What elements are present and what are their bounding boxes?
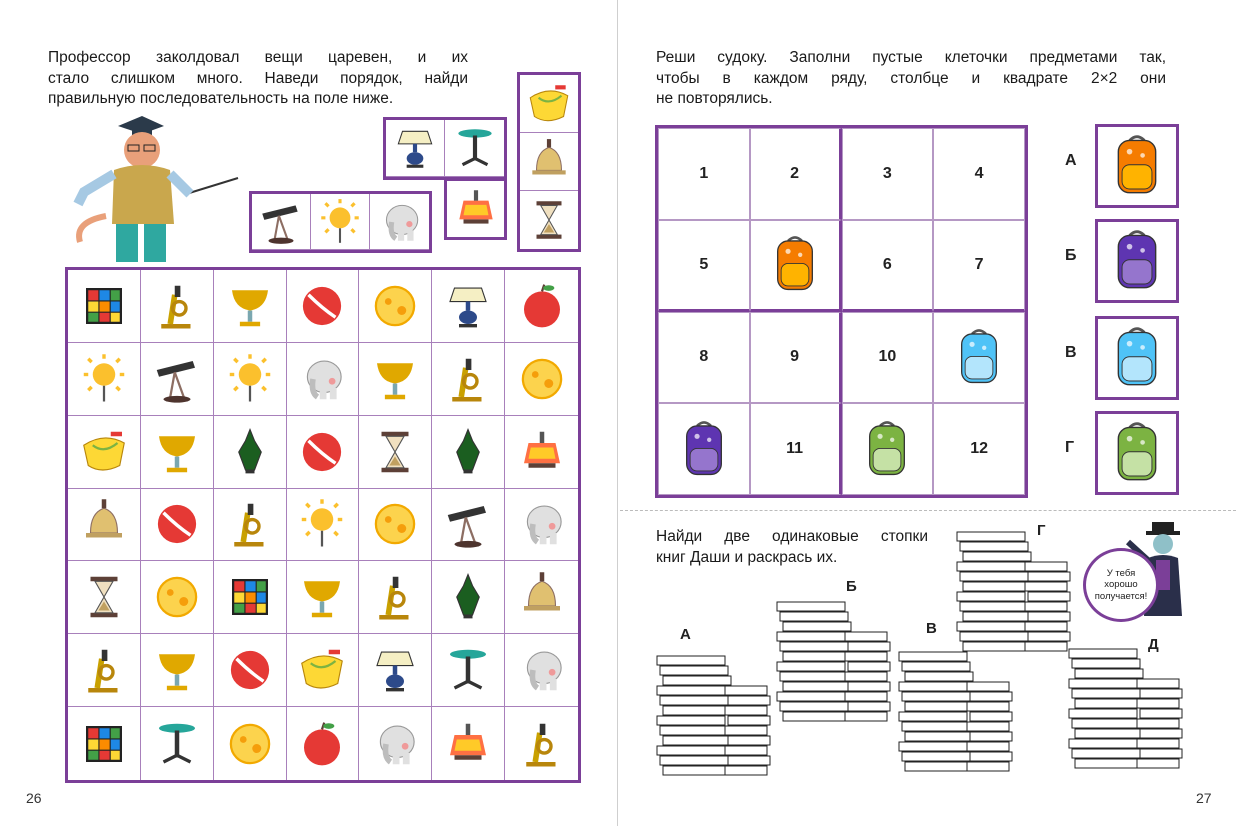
grid-cell[interactable] — [359, 634, 432, 707]
cup-icon — [368, 352, 422, 406]
grid-cell[interactable] — [432, 416, 505, 489]
grid-cell[interactable] — [287, 489, 360, 562]
moon-icon — [150, 570, 204, 624]
seq-cell — [445, 120, 504, 177]
task-line: правильную последовательность на поле ниже. — [48, 90, 394, 107]
option-letter: Г — [1065, 439, 1075, 456]
sudoku-cell[interactable] — [933, 220, 1025, 312]
sudoku-cell[interactable] — [933, 403, 1025, 495]
sudoku-grid — [655, 125, 1028, 498]
grid-cell[interactable] — [505, 343, 578, 416]
grid-cell[interactable] — [432, 707, 505, 780]
sudoku-cell-number: 3 — [882, 164, 892, 182]
section-separator — [620, 510, 1236, 511]
elephant-icon — [515, 497, 569, 551]
backpack-orange-icon — [1109, 133, 1165, 198]
grid-cell[interactable] — [141, 416, 214, 489]
sun-icon — [315, 197, 365, 247]
hourglass-icon — [368, 425, 422, 479]
grid-cell[interactable] — [359, 343, 432, 416]
grid-cell[interactable] — [68, 489, 141, 562]
option-box — [1095, 316, 1179, 400]
apple-icon — [515, 279, 569, 333]
page-number-left: 26 — [26, 790, 42, 806]
grid-cell[interactable] — [68, 634, 141, 707]
seq-cell — [311, 194, 370, 250]
sudoku-cell[interactable] — [842, 220, 934, 312]
grid-cell[interactable] — [505, 707, 578, 780]
grid-cell[interactable] — [68, 561, 141, 634]
grid-cell[interactable] — [214, 489, 287, 562]
cup-icon — [223, 279, 277, 333]
bottle-icon — [441, 570, 495, 624]
grid-cell[interactable] — [141, 343, 214, 416]
grid-cell[interactable] — [432, 561, 505, 634]
stack-label-v: В — [926, 620, 937, 637]
grid-cell[interactable] — [214, 707, 287, 780]
backpack-green-icon — [1109, 420, 1165, 485]
bell-icon — [515, 570, 569, 624]
sequence-task-text — [48, 48, 468, 110]
microscope-icon — [77, 643, 131, 697]
backpack-purple-icon — [678, 419, 730, 480]
backpack-option[interactable] — [1065, 124, 1180, 210]
seq-cell — [386, 120, 445, 177]
grid-cell[interactable] — [68, 270, 141, 343]
sequence-box-bottom — [444, 178, 507, 240]
grid-cell[interactable] — [214, 561, 287, 634]
book-stack-a[interactable] — [655, 652, 775, 787]
sudoku-cell[interactable] — [658, 128, 750, 220]
lamp-icon — [390, 123, 440, 173]
seq-cell — [252, 194, 311, 250]
grid-cell[interactable] — [141, 270, 214, 343]
option-box — [1095, 411, 1179, 495]
moon-icon — [515, 352, 569, 406]
ball-icon — [295, 279, 349, 333]
grid-cell[interactable] — [287, 343, 360, 416]
grid-cell[interactable] — [214, 416, 287, 489]
cup-icon — [150, 425, 204, 479]
grid-cell[interactable] — [505, 270, 578, 343]
cat-professor-illustration — [66, 112, 246, 270]
sudoku-cell-number: 4 — [974, 164, 984, 182]
grid-cell[interactable] — [432, 634, 505, 707]
book-stack-d[interactable] — [1067, 645, 1187, 780]
grid-cell[interactable] — [505, 561, 578, 634]
telescope-icon — [150, 352, 204, 406]
grid-cell[interactable] — [432, 270, 505, 343]
sudoku-cell[interactable] — [750, 220, 842, 312]
grid-cell[interactable] — [214, 634, 287, 707]
lamp-icon — [441, 279, 495, 333]
seq-cell — [370, 194, 429, 250]
sudoku-cell-number: 8 — [699, 348, 709, 366]
task-line: не повторялись. — [656, 90, 773, 107]
sudoku-cell-number: 12 — [970, 440, 989, 458]
grid-cell[interactable] — [141, 707, 214, 780]
sequence-box-top — [383, 117, 507, 180]
sudoku-cell-number: 9 — [790, 348, 800, 366]
grid-cell[interactable] — [141, 561, 214, 634]
stack-label-b: Б — [846, 578, 857, 595]
sudoku-cell[interactable] — [658, 220, 750, 312]
seq-cell — [520, 133, 578, 191]
grid-cell[interactable] — [68, 416, 141, 489]
grid-cell[interactable] — [359, 561, 432, 634]
microscope-icon — [515, 717, 569, 771]
sudoku-cell[interactable] — [750, 312, 842, 404]
bottle-icon — [441, 425, 495, 479]
grid-cell[interactable] — [141, 634, 214, 707]
grid-cell[interactable] — [505, 416, 578, 489]
book-stack-g[interactable] — [955, 528, 1075, 663]
grid-cell[interactable] — [68, 343, 141, 416]
elephant-icon — [295, 352, 349, 406]
sudoku-cell-number: 2 — [790, 164, 800, 182]
bell-icon — [524, 137, 574, 187]
sudoku-cell[interactable] — [842, 403, 934, 495]
books-task-text — [656, 527, 928, 568]
grid-cell[interactable] — [359, 270, 432, 343]
task-line: книг Даши и раскрась их. — [656, 548, 838, 566]
backpack-orange-icon — [769, 234, 821, 295]
cube-icon — [77, 717, 131, 771]
book-stack-v[interactable] — [897, 648, 1017, 783]
lamp-icon — [368, 643, 422, 697]
task-line: Профессор заколдовал вещи царевен, и их — [48, 49, 468, 66]
stack-label-g: Г — [1037, 522, 1046, 539]
sudoku-cell-number: 7 — [974, 255, 984, 273]
backpack-blue-icon — [1109, 325, 1165, 390]
bell-icon — [77, 497, 131, 551]
grid-cell[interactable] — [432, 489, 505, 562]
seq-cell — [447, 181, 504, 237]
task-line: стало слишком много. Наведи порядок, найди — [48, 69, 468, 87]
sudoku-cell[interactable] — [842, 312, 934, 404]
task-line: Найди две одинаковые стопки — [656, 528, 928, 545]
option-letter: В — [1065, 344, 1077, 361]
cube-icon — [77, 279, 131, 333]
table-icon — [150, 717, 204, 771]
grid-cell[interactable] — [505, 489, 578, 562]
hourglass-icon — [524, 195, 574, 245]
grid-cell[interactable] — [214, 343, 287, 416]
telescope-icon — [441, 497, 495, 551]
option-box — [1095, 219, 1179, 303]
sudoku-cell[interactable] — [750, 403, 842, 495]
option-box — [1095, 124, 1179, 208]
sequence-row — [249, 191, 432, 253]
hourglass-icon — [77, 570, 131, 624]
sudoku-cell[interactable] — [750, 128, 842, 220]
backpack-option[interactable] — [1065, 316, 1180, 402]
grid-cell[interactable] — [505, 634, 578, 707]
cup-icon — [295, 570, 349, 624]
grid-cell[interactable] — [214, 270, 287, 343]
ball-icon — [223, 643, 277, 697]
sun-icon — [295, 497, 349, 551]
lantern-icon — [451, 184, 501, 234]
moon-icon — [368, 497, 422, 551]
hat-icon — [524, 79, 574, 129]
apple-icon — [295, 717, 349, 771]
table-icon — [441, 643, 495, 697]
microscope-icon — [441, 352, 495, 406]
sudoku-cell-number: 10 — [878, 348, 897, 366]
ball-icon — [295, 425, 349, 479]
sudoku-cell-number: 6 — [882, 255, 892, 273]
page-gutter — [617, 0, 618, 826]
seq-cell — [520, 191, 578, 249]
objects-grid — [65, 267, 581, 783]
elephant-icon — [368, 717, 422, 771]
sudoku-cell[interactable] — [933, 128, 1025, 220]
task-line: чтобы в каждом ряду, столбце и квадрате 2×2 они — [656, 69, 1166, 87]
grid-cell[interactable] — [287, 270, 360, 343]
backpack-blue-icon — [953, 327, 1005, 388]
sudoku-cell[interactable] — [842, 128, 934, 220]
option-letter: Б — [1065, 247, 1077, 264]
microscope-icon — [223, 497, 277, 551]
microscope-icon — [150, 279, 204, 333]
grid-cell[interactable] — [141, 489, 214, 562]
grid-cell[interactable] — [68, 707, 141, 780]
backpack-option[interactable] — [1065, 411, 1180, 497]
bottle-icon — [223, 425, 277, 479]
sudoku-cell-number: 5 — [699, 255, 709, 273]
page-number-right: 27 — [1196, 790, 1212, 806]
grid-cell[interactable] — [287, 561, 360, 634]
bubble-text: У тебя хорошо получается! — [1094, 567, 1148, 602]
cup-icon — [150, 643, 204, 697]
hat-icon — [77, 425, 131, 479]
sudoku-cell[interactable] — [658, 403, 750, 495]
grid-cell[interactable] — [287, 707, 360, 780]
grid-cell[interactable] — [359, 416, 432, 489]
backpack-option[interactable] — [1065, 219, 1180, 305]
moon-icon — [368, 279, 422, 333]
hat-icon — [295, 643, 349, 697]
task-line: Реши судоку. Заполни пустые клеточки предметами так, — [656, 49, 1166, 66]
elephant-icon — [515, 643, 569, 697]
stack-label-a: А — [680, 626, 691, 643]
grid-cell[interactable] — [359, 489, 432, 562]
book-stack-b[interactable] — [775, 598, 895, 733]
stack-label-d: Д — [1148, 636, 1159, 653]
backpack-purple-icon — [1109, 228, 1165, 293]
telescope-icon — [256, 197, 306, 247]
sun-icon — [223, 352, 277, 406]
backpack-green-icon — [861, 419, 913, 480]
speech-bubble — [1083, 548, 1159, 622]
grid-cell[interactable] — [287, 416, 360, 489]
sudoku-task-text — [656, 48, 1166, 110]
lantern-icon — [515, 425, 569, 479]
elephant-icon — [375, 197, 425, 247]
lantern-icon — [441, 717, 495, 771]
sun-icon — [77, 352, 131, 406]
ball-icon — [150, 497, 204, 551]
grid-cell[interactable] — [287, 634, 360, 707]
seq-cell — [520, 75, 578, 133]
grid-cell[interactable] — [359, 707, 432, 780]
sequence-column — [517, 72, 581, 252]
sudoku-cell[interactable] — [933, 312, 1025, 404]
option-letter: А — [1065, 152, 1077, 169]
sudoku-cell[interactable] — [658, 312, 750, 404]
table-icon — [450, 123, 500, 173]
cube-icon — [223, 570, 277, 624]
microscope-icon — [368, 570, 422, 624]
sudoku-cell-number: 11 — [786, 440, 804, 458]
moon-icon — [223, 717, 277, 771]
grid-cell[interactable] — [432, 343, 505, 416]
sudoku-cell-number: 1 — [699, 164, 709, 182]
